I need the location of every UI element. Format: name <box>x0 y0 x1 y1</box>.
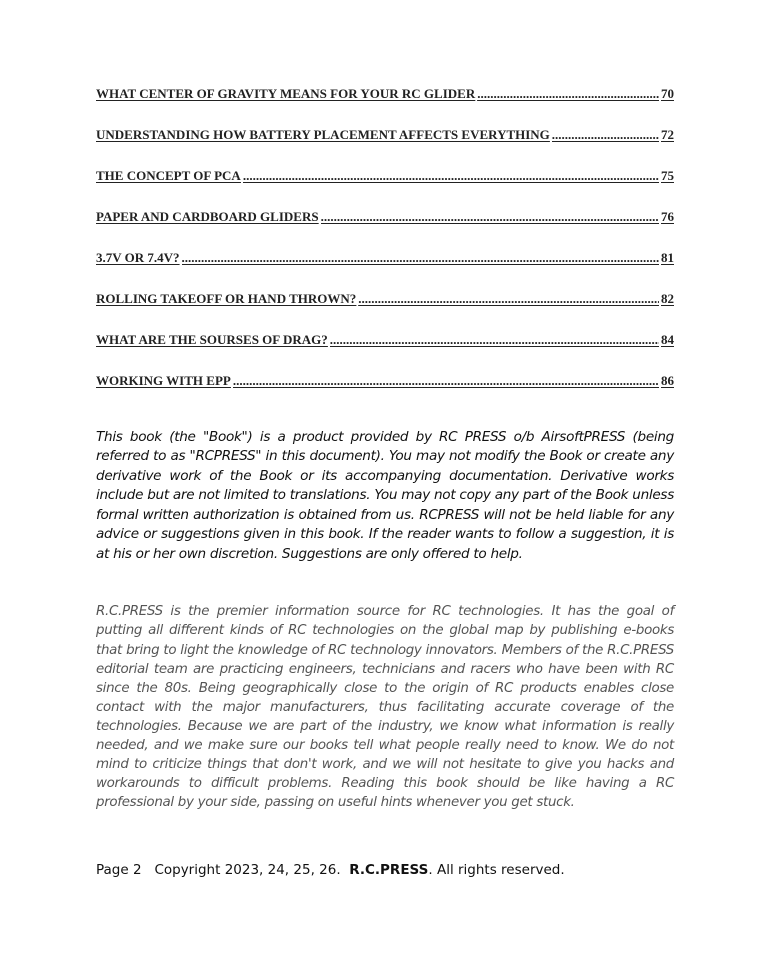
toc-leader-dots <box>552 127 659 143</box>
toc-entry-page: 84 <box>661 332 674 347</box>
toc-entry[interactable] <box>96 86 674 127</box>
toc-entry-page: 81 <box>661 250 674 265</box>
toc-leader-dots <box>243 168 659 184</box>
toc-entry[interactable] <box>96 127 674 168</box>
brand-name: R.C.PRESS <box>349 862 429 878</box>
rights-text: . All rights reserved. <box>428 862 565 878</box>
toc-entry-title: WHAT CENTER OF GRAVITY MEANS FOR YOUR RC GLIDER <box>96 86 476 101</box>
toc-leader-dots <box>330 332 659 348</box>
disclaimer-paragraph: This book (the "Book") is a product provided by RC PRESS o/b AirsoftPRESS (being referred to as "RCPRESS" in this document). You may not modify the Book or create any derivative work of the Book or its accompanying documentation. Derivative works include but are not limited to translations. You may not copy any part of the Book unless formal written authorization is obtained from us. RCPRESS will not be held liable for any advice or suggestions given in this book. If the reader wants to follow a suggestion, it is at his or her own discretion. Suggestions are only offered to help. <box>96 428 674 562</box>
table-of-contents <box>96 86 674 414</box>
toc-entry-title: WHAT ARE THE SOURSES OF DRAG? <box>96 332 328 347</box>
toc-entry-page: 86 <box>661 373 674 388</box>
toc-entry-title: UNDERSTANDING HOW BATTERY PLACEMENT AFFECTS EVERYTHING <box>96 127 550 142</box>
toc-leader-dots <box>321 209 659 225</box>
toc-entry-title: WORKING WITH EPP <box>96 373 231 388</box>
toc-entry[interactable] <box>96 209 674 250</box>
toc-entry-page: 76 <box>661 209 674 224</box>
toc-entry-page: 82 <box>661 291 674 306</box>
toc-entry-title: THE CONCEPT OF PCA <box>96 168 241 183</box>
toc-entry-page: 75 <box>661 168 674 183</box>
toc-entry-title: ROLLING TAKEOFF OR HAND THROWN? <box>96 291 357 306</box>
toc-entry[interactable] <box>96 373 674 414</box>
toc-entry-title: PAPER AND CARDBOARD GLIDERS <box>96 209 319 224</box>
toc-entry-page: 70 <box>661 86 674 101</box>
toc-leader-dots <box>358 291 659 307</box>
page-footer <box>96 862 565 878</box>
toc-entry[interactable] <box>96 250 674 291</box>
toc-leader-dots <box>477 86 659 102</box>
toc-entry[interactable] <box>96 332 674 373</box>
toc-leader-dots <box>182 250 659 266</box>
toc-entry-page: 72 <box>661 127 674 142</box>
toc-leader-dots <box>233 373 659 389</box>
toc-entry-title: 3.7V OR 7.4V? <box>96 250 180 265</box>
about-paragraph: R.C.PRESS is the premier information source for RC technologies. It has the goal of putting all different kinds of RC technologies on the global map by publishing e-books that bring to light the knowledge of RC technology innovators. Members of the R.C.PRESS editorial team are practicing engineers, technicians and racers who have been with RC since the 80s. Being geographically close to the origin of RC products enables close contact with the major manufacturers, thus facilitating accurate coverage of the technologies. Because we are part of the industry, we know what information is really needed, and we make sure our books tell what people really need to know. We do not mind to criticize things that don't work, and we will not hesitate to give you hacks and workarounds to difficult problems. Reading this book should be like having a RC professional by your side, passing on useful hints whenever you get stuck. <box>96 604 674 811</box>
toc-entry[interactable] <box>96 291 674 332</box>
page-number: Page 2 <box>96 862 142 878</box>
toc-entry[interactable] <box>96 168 674 209</box>
copyright-text: Copyright 2023, 24, 25, 26. <box>154 862 341 878</box>
